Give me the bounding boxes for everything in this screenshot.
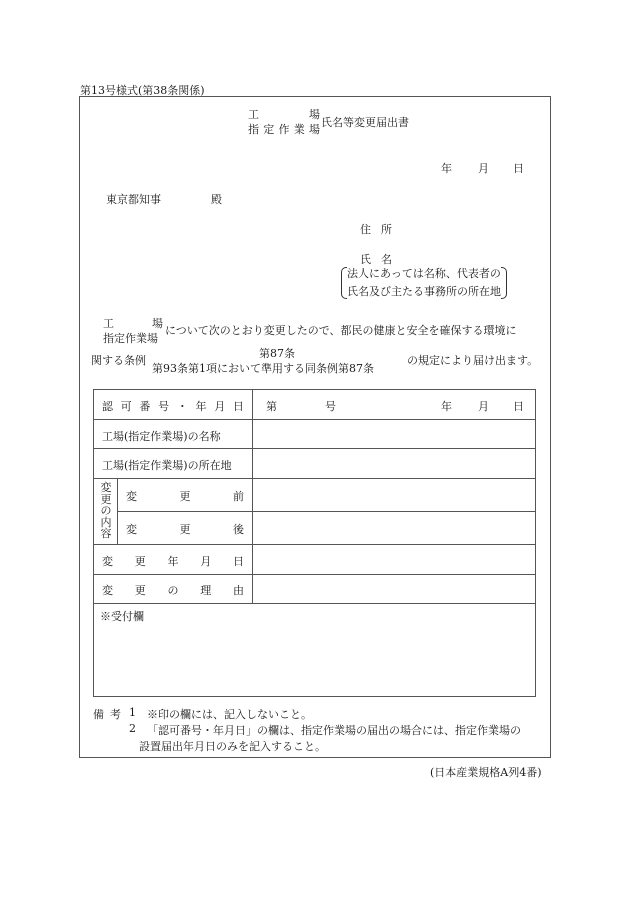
title-char: 業 bbox=[293, 123, 305, 136]
row-divider bbox=[94, 544, 535, 545]
row-divider bbox=[94, 478, 535, 479]
row-divider bbox=[94, 603, 535, 604]
corporate-note-line1: 法人にあっては名称、代表者の bbox=[347, 267, 501, 280]
permit-number-label: 認 可 番 号 ・ 年 月 日 bbox=[102, 400, 244, 413]
paragraph-factory-left: 工 bbox=[103, 317, 114, 330]
title-factory-right: 場 bbox=[309, 108, 320, 121]
change-after-label: 変 更 後 bbox=[126, 523, 244, 536]
date-year-label: 年 bbox=[441, 162, 452, 175]
column-divider bbox=[252, 390, 253, 603]
receipt-field-label: ※受付欄 bbox=[100, 610, 144, 623]
paragraph-provisions: の規定により届け出ます。 bbox=[407, 354, 539, 367]
remarks-label: 備考 bbox=[93, 708, 127, 721]
permit-go-label: 号 bbox=[325, 400, 336, 413]
title-char: 場 bbox=[309, 123, 320, 136]
row-divider bbox=[117, 511, 535, 512]
left-bracket bbox=[341, 267, 347, 299]
factory-location-label: 工場(指定作業場)の所在地 bbox=[102, 459, 232, 472]
row-divider bbox=[94, 574, 535, 575]
paragraph-article-93: 第93条第1項において準用する同条例第87条 bbox=[152, 362, 374, 375]
factory-name-label: 工場(指定作業場)の名称 bbox=[102, 430, 221, 443]
title-char: 定 bbox=[263, 123, 275, 136]
permit-dai-label: 第 bbox=[266, 400, 277, 413]
paper-size-note: (日本産業規格A列4番) bbox=[430, 766, 542, 779]
remark-1-text: ※印の欄には、記入しないこと。 bbox=[147, 708, 312, 721]
title-char: 作 bbox=[278, 123, 290, 136]
title-factory bbox=[248, 106, 320, 122]
title-char: 指 bbox=[248, 123, 259, 136]
remark-2-number: 2 bbox=[129, 722, 136, 735]
date-month-label: 月 bbox=[478, 162, 489, 175]
date-day-label: 日 bbox=[513, 162, 524, 175]
column-divider bbox=[117, 478, 118, 544]
permit-day-label: 日 bbox=[513, 400, 524, 413]
change-reason-label: 変 更 の 理 由 bbox=[102, 584, 244, 597]
paragraph-article-87: 第87条 bbox=[259, 347, 295, 360]
honorific: 殿 bbox=[211, 193, 222, 206]
remark-2-text-continued: 設置届出年月日のみを記入すること。 bbox=[139, 740, 326, 753]
remark-2-text: 「認可番号・年月日」の欄は、指定作業場の届出の場合には、指定作業場の bbox=[147, 724, 521, 737]
corporate-note bbox=[341, 265, 507, 301]
title-factory-left: 工 bbox=[248, 108, 259, 121]
paragraph-designated-site: 指定作業場 bbox=[103, 332, 158, 345]
name-label: 氏名 bbox=[360, 253, 402, 266]
paragraph-ordinance: 関する条例 bbox=[91, 354, 146, 367]
title-suffix: 氏名等変更届出書 bbox=[321, 116, 409, 129]
notification-table bbox=[93, 389, 536, 697]
change-before-label: 変 更 前 bbox=[126, 490, 244, 503]
change-content-label: 変 更 の 内 容 bbox=[100, 481, 112, 540]
row-divider bbox=[94, 419, 535, 420]
paragraph-line1: について次のとおり変更したので、都民の健康と安全を確保する環境に bbox=[165, 324, 517, 337]
corporate-note-line2: 氏名及び主たる事務所の所在地 bbox=[347, 285, 501, 298]
address-label: 住所 bbox=[360, 223, 402, 236]
paragraph-factory-right: 場 bbox=[152, 317, 163, 330]
change-date-label: 変 更 年 月 日 bbox=[102, 555, 244, 568]
title-designated-site bbox=[248, 121, 320, 137]
remark-1-number: 1 bbox=[129, 706, 136, 719]
row-divider bbox=[94, 448, 535, 449]
addressee: 東京都知事 bbox=[106, 193, 161, 206]
paragraph-factory bbox=[103, 315, 163, 331]
permit-year-label: 年 bbox=[441, 400, 452, 413]
right-bracket bbox=[501, 267, 507, 299]
form-number: 第13号様式(第38条関係) bbox=[80, 84, 205, 97]
permit-month-label: 月 bbox=[478, 400, 489, 413]
